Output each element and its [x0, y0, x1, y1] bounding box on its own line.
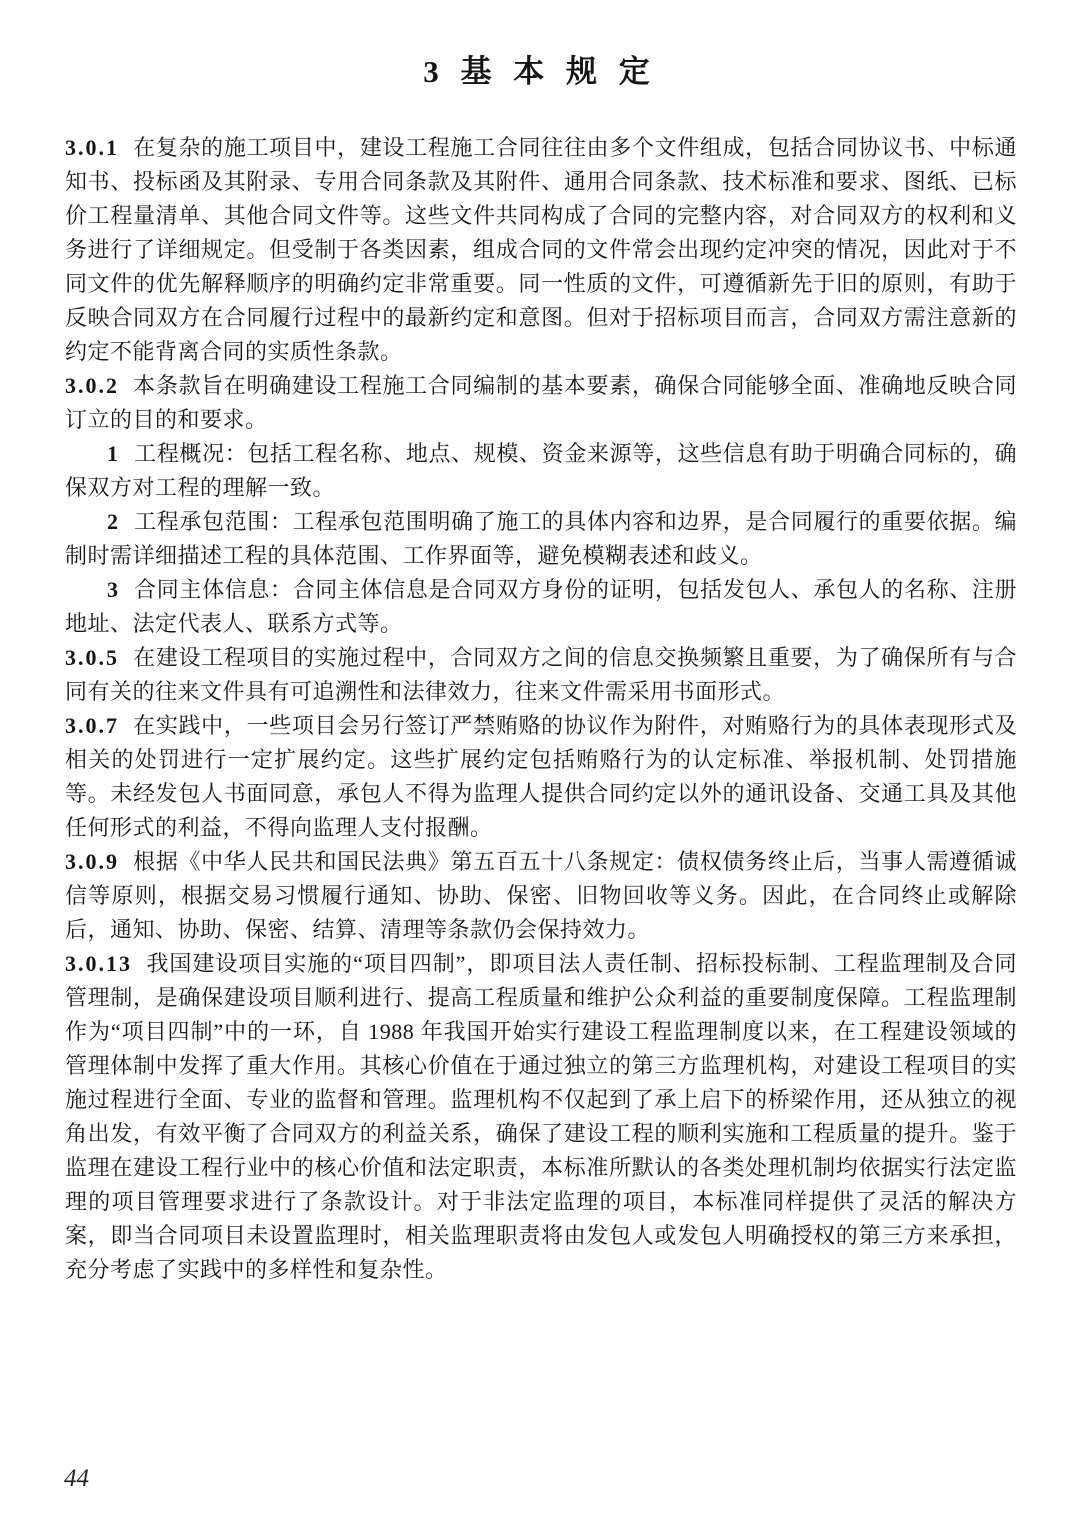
clause-number: 3.0.2	[65, 373, 119, 398]
clause-number: 3.0.9	[65, 849, 119, 874]
clause-number: 3.0.7	[65, 713, 119, 738]
clause-3-0-1	[65, 131, 1017, 369]
clause-text: 在复杂的施工项目中，建设工程施工合同往往由多个文件组成，包括合同协议书、中标通知书、投标函及其附录、专用合同条款及其附件、通用合同条款、技术标准和要求、图纸、已标价工程量清单、其他合同文件等。这些文件共同构成了合同的完整内容，对合同双方的权利和义务进行了详细规定。但受制于各类因素，组成合同的文件常会出现约定冲突的情况，因此对于不同文件的优先解释顺序的明确约定非常重要。同一性质的文件，可遵循新先于旧的原则，有助于反映合同双方在合同履行过程中的最新约定和意图。但对于招标项目而言，合同双方需注意新的约定不能背离合同的实质性条款。	[65, 135, 1017, 364]
item-number: 1	[107, 441, 118, 466]
clause-text: 在建设工程项目的实施过程中，合同双方之间的信息交换频繁且重要，为了确保所有与合同有关的往来文件具有可追溯性和法律效力，往来文件需采用书面形式。	[65, 645, 1017, 704]
clause-text: 在实践中，一些项目会另行签订严禁贿赂的协议作为附件，对贿赂行为的具体表现形式及相关的处罚进行一定扩展约定。这些扩展约定包括贿赂行为的认定标准、举报机制、处罚措施等。未经发包人书面同意，承包人不得为监理人提供合同约定以外的通讯设备、交通工具及其他任何形式的利益，不得向监理人支付报酬。	[65, 713, 1017, 840]
clause-3-0-5	[65, 641, 1017, 709]
clause-number: 3.0.13	[65, 951, 132, 976]
item-text: 合同主体信息：合同主体信息是合同双方身份的证明，包括发包人、承包人的名称、注册地址、法定代表人、联系方式等。	[65, 577, 1017, 636]
clause-text: 我国建设项目实施的“项目四制”，即项目法人责任制、招标投标制、工程监理制及合同管理制，是确保建设项目顺利进行、提高工程质量和维护公众利益的重要制度保障。工程监理制作为“项目四制”中的一环，自 1988 年我国开始实行建设工程监理制度以来，在工程建设领域的管理体制中发挥了重大作用。其核心价值在于通过独立的第三方监理机构，对建设工程项目的实施过程进行全面、专业的监督和管理。监理机构不仅起到了承上启下的桥梁作用，还从独立的视角出发，有效平衡了合同双方的利益关系，确保了建设工程的顺利实施和工程质量的提升。鉴于监理在建设工程行业中的核心价值和法定职责，本标准所默认的各类处理机制均依据实行法定监理的项目管理要求进行了条款设计。对于非法定监理的项目，本标准同样提供了灵活的解决方案，即当合同项目未设置监理时，相关监理职责将由发包人或发包人明确授权的第三方来承担，充分考虑了实践中的多样性和复杂性。	[65, 951, 1017, 1282]
clause-number: 3.0.5	[65, 645, 119, 670]
clause-item-2	[65, 505, 1017, 573]
clause-item-1	[65, 437, 1017, 505]
clause-number: 3.0.1	[65, 135, 119, 160]
clause-3-0-9	[65, 845, 1017, 947]
clause-3-0-13	[65, 947, 1017, 1287]
clause-text: 本条款旨在明确建设工程施工合同编制的基本要素，确保合同能够全面、准确地反映合同订立的目的和要求。	[65, 373, 1017, 432]
clause-3-0-7	[65, 709, 1017, 845]
document-body	[0, 131, 1080, 1287]
clause-item-3	[65, 573, 1017, 641]
page-number: 44	[64, 1465, 89, 1492]
item-number: 3	[107, 577, 118, 602]
clause-text: 根据《中华人民共和国民法典》第五百五十八条规定：债权债务终止后，当事人需遵循诚信等原则，根据交易习惯履行通知、协助、保密、旧物回收等义务。因此，在合同终止或解除后，通知、协助、保密、结算、清理等条款仍会保持效力。	[65, 849, 1017, 942]
item-text: 工程概况：包括工程名称、地点、规模、资金来源等，这些信息有助于明确合同标的，确保双方对工程的理解一致。	[65, 441, 1017, 500]
page-title: 3 基 本 规 定	[423, 54, 657, 89]
clause-3-0-2	[65, 369, 1017, 437]
item-text: 工程承包范围：工程承包范围明确了施工的具体内容和边界，是合同履行的重要依据。编制时需详细描述工程的具体范围、工作界面等，避免模糊表述和歧义。	[65, 509, 1017, 568]
item-number: 2	[107, 509, 118, 534]
